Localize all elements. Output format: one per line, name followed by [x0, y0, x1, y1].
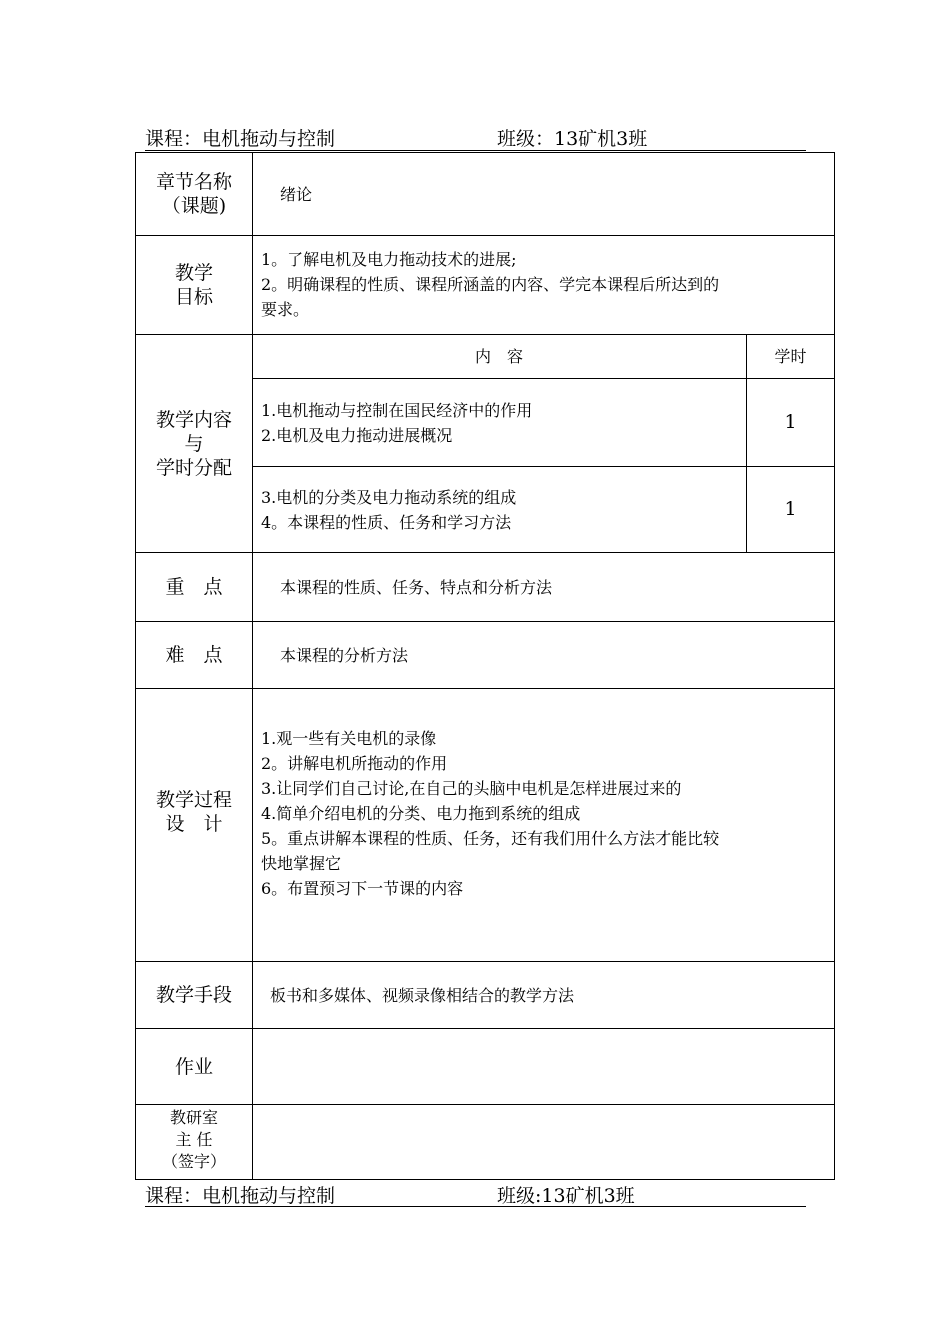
row-divider — [135, 1104, 835, 1105]
label-divider — [252, 152, 253, 1180]
row-divider — [135, 961, 835, 962]
header-top — [145, 124, 805, 148]
teaching-means-value: 板书和多媒体、视频录像相结合的教学方法 — [270, 986, 575, 1005]
key-points-label: 重 点 — [165, 576, 223, 598]
difficulty-label: 难 点 — [165, 644, 223, 666]
header-bottom — [145, 1181, 805, 1205]
class-label: 班级:13矿机3班 — [497, 1185, 635, 1207]
row-divider — [252, 378, 835, 379]
hours-column-header: 学时 — [774, 347, 807, 366]
row-divider — [135, 688, 835, 689]
homework-label: 作业 — [174, 1056, 213, 1078]
allocation-item: 3.电机的分类及电力拖动系统的组成 4。本课程的性质、任务和学习方法 — [261, 488, 517, 532]
process-design-text: 1.观一些有关电机的录像 2。讲解电机所拖动的作用 3.让同学们自己讨论,在自己的头脑中电机是怎样进展过来的 4.简单介绍电机的分类、电力拖到系统的组成 5。重点讲解本课程的性质、任务，还有我们用什么方法才能比较 快地掌握它 6。布置预习下一节课的内容 — [261, 729, 720, 898]
row-divider — [135, 1028, 835, 1029]
title-row-label: 章节名称 （课题) — [155, 171, 232, 217]
course-label: 课程：电机拖动与控制 — [145, 128, 336, 150]
table-top-border — [135, 152, 835, 153]
row-divider — [135, 334, 835, 335]
key-points-value: 本课程的性质、任务、特点和分析方法 — [280, 578, 553, 597]
difficulty-value: 本课程的分析方法 — [280, 646, 409, 665]
goal-row-label: 教学 目标 — [174, 262, 213, 308]
process-design-label: 教学过程 设 计 — [155, 789, 232, 835]
allocation-hours: 1 — [784, 498, 797, 520]
row-divider — [135, 235, 835, 236]
goal-text: 1。了解电机及电力拖动技术的进展; 2。明确课程的性质、课程所涵盖的内容、学完本课程后所达到的 要求。 — [261, 250, 720, 319]
content-column-header: 内 容 — [474, 347, 523, 366]
row-divider — [135, 552, 835, 553]
teaching-means-label: 教学手段 — [155, 984, 232, 1006]
allocation-hours: 1 — [784, 411, 797, 433]
allocation-row-label: 教学内容 与 学时分配 — [155, 409, 232, 479]
course-label: 课程：电机拖动与控制 — [145, 1185, 336, 1207]
table-right-border — [834, 152, 835, 1180]
row-divider — [252, 466, 835, 467]
table-bottom-border — [135, 1179, 835, 1180]
class-label: 班级：13矿机3班 — [497, 128, 648, 150]
allocation-item: 1.电机拖动与控制在国民经济中的作用 2.电机及电力拖动进展概况 — [261, 401, 533, 445]
header-top-underline — [145, 150, 806, 151]
row-divider — [135, 621, 835, 622]
signature-label: 教研室 主 任 （签字） — [161, 1108, 226, 1171]
header-bottom-underline — [145, 1206, 806, 1207]
lesson-title-value: 绪论 — [280, 185, 313, 204]
